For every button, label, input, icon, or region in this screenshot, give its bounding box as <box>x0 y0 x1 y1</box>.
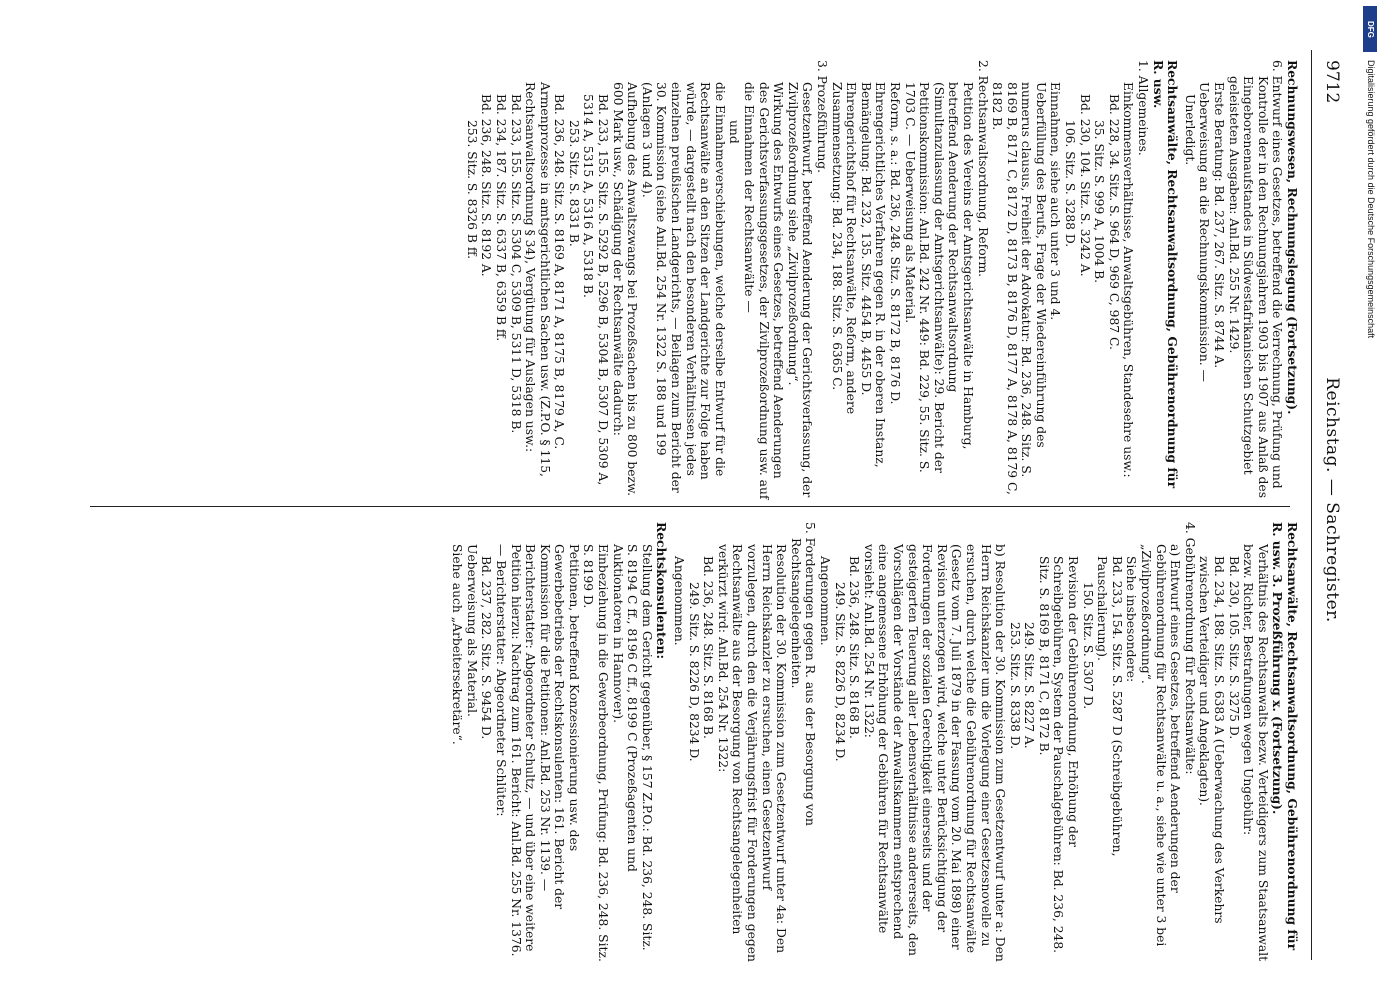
register-entry: 253. Sitz. S. 8338 D. <box>1007 622 1022 750</box>
register-entry: 253. Sitz. S. 8331 B. <box>566 120 581 247</box>
register-entry: Verhältnis des Rechtsanwalts bezw. Verteidigers zum Staatsanwalt bezw. Richter, Bestrafungen wegen Ungebühr: <box>1241 544 1270 962</box>
register-entry: Bd. 236, 248. Sitz. S. 8168 B. <box>847 556 862 739</box>
register-entry: 4. Gebührenordnung für Rechtsanwälte: <box>1182 522 1197 775</box>
register-entry: Ehrengerichtliches Verfahren gegen R. in der oberen Instanz, Bemängelung: Bd. 232, 135. Sitz. 4454 B, 4455 D. <box>858 82 888 468</box>
register-entry: Bd. 236, 248. Sitz. S. 8168 B. <box>701 556 716 739</box>
rotated-register-page <box>10 20 1350 980</box>
register-entry: Resolution der 30. Kommission zum Gesetzentwurf unter 4a: Den Herrn Reichskanzler zu ersuchen, einen Gesetzentwurf vorzulegen, durch den die Verjährungsfrist für Forderungen gegen Rechtsanwälte aus der Besorgung von Rechtsangelegenheiten verkürzt wird: Anl.Bd. 254 Nr. 1322: <box>715 544 789 962</box>
watermark-text: Digitalisierung gefördert durch die Deutsche Forschungsgemeinschaft <box>1366 60 1376 339</box>
register-entry: Angenommen. <box>818 556 832 646</box>
register-entry: Ueberfüllung des Berufs, Frage der Wiedereinführung des numerus clausus, Freiheit der Advokatur: Bd. 236, 248. Sitz. S. 8169 B, 8171 C, 8172 D, 8173 B, 8176 D, 8177 A, 8178 A, 8179 C, 8182 B. <box>990 82 1048 495</box>
register-entry: Armenprozesse in amtsgerichtlichen Sachen usw. (Z.P.O. § 115, Rechtsanwaltsordnung § 34), Vergütung für Auslagen usw.: <box>523 82 552 477</box>
register-entry: Bd. 230, 104. Sitz. S. 3242 A. <box>1077 94 1092 277</box>
register-entry: Gesetzentwurf, betreffend Aenderung der Gerichtsverfassung, der Zivilprozeßordnung siehe „Zivilprozeßordnung“. <box>785 82 815 498</box>
register-entry: Unerledigt. <box>1182 94 1197 166</box>
register-entry: a) Entwurf eines Gesetzes, betreffend Aenderungen der Gebührenordnung für Rechtsanwälte u. a., siehe wie unter 3 bei „Zivilprozeßordnung“. <box>1139 544 1183 947</box>
dfg-logo <box>1363 6 1377 52</box>
register-entry: 35. Sitz. S. 999 A, 1004 B. <box>1092 120 1107 284</box>
register-entry: Einnahmen, siehe auch unter 3 und 4. <box>1048 82 1063 321</box>
register-entry: Bd. 233, 154. Sitz. S. 5287 D (Schreibgebühren, Pauschalierung). <box>1095 556 1124 857</box>
register-entry: Stellung dem Gericht gegenüber, § 157 Z.P.O.: Bd. 236, 248. Sitz. S. 8194 C ff., 8196 C ff., 8199 C (Prozeßagenten und Auktionatoren in Hannover). <box>610 544 654 951</box>
register-entry: Bd. 236, 248. Sitz. S. 8192 A. <box>479 94 494 277</box>
register-entry: 249. Sitz. S. 8226 D, 8234 D. <box>832 582 847 762</box>
running-title: Reichstag. — Sachregister. <box>1322 377 1342 623</box>
register-entry: Revision der Gebührenordnung, Erhöhung der Schreibgebühren, System der Pauschalgebühren: Bd. 236, 248. Sitz. S. 8169 B, 8171 C, 8172 B. <box>1036 556 1081 954</box>
register-entry: Einkommensverhältnisse, Anwaltsgebühren, Standesehre usw.: <box>1121 82 1136 478</box>
register-entry: 5. Forderungen gegen R. aus der Besorgung von Rechtsangelegenheiten. <box>788 522 818 826</box>
register-entry: 6. Entwurf eines Gesetzes, betreffend die Verrechnung, Prüfung und Kontrolle der in den Rechnungsjahren 1903 bis 1907 aus Anlaß des Eingeborenenaufstandes in Südwestafrikanischen Schutzgebiet geleisteten Ausgaben: Anl.Bd. 255 Nr. 1429. <box>1226 60 1285 499</box>
register-entry: 150. Sitz. S. 5307 D. <box>1080 582 1095 710</box>
register-entry: Wirkung des Entwurfs eines Gesetzes, betreffend Aenderungen des Gerichtsverfassungsgesetzes, der Zivilprozeßordnung usw. auf die Einnahmen der Rechtsanwälte — <box>742 82 786 500</box>
register-entry: 1. Allgemeines. <box>1136 60 1151 156</box>
register-entry: Siehe insbesondere: <box>1124 556 1139 683</box>
register-entry: Aufhebung des Anwaltszwangs bei Prozeßsachen bis zu 800 bezw. 600 Mark usw., Schädigung der Rechtsanwälte dadurch: <box>610 82 640 496</box>
left-column <box>464 60 1302 500</box>
register-entry: Petition des Vereins der Amtsgerichtsanwälte in Hamburg, betreffend Aenderung der Rechtsanwaltsordnung (Simultanzulassung der Amtsgerichtsanwälte): 29. Bericht der Petitionskommission: Anl.Bd. 242 Nr. 449: Bd. 229, 55. Sitz. S. 1703 C. — Ueberweisung als Material. <box>902 82 975 473</box>
register-heading: Rechtsanwälte, Rechtsanwaltsordnung, Gebührenordnung für R. usw. 3. Prozeßführung x. (Fortsetzung). <box>1270 522 1300 951</box>
register-entry: die Einnahmeverschiebungen, welche derselbe Entwurf für die Rechtsanwälte an den Sitzen der Landgerichte zur Folge haben würde, — dargestellt nach den besonderen Verhältnissen jedes einzelnen preußischen Landgerichts, — Beilagen zum Bericht der 30. Kommission (siehe Anl.Bd. 254 Nr. 1322 S. 188 und 199 (Anlagen 3 und 4). <box>639 82 727 493</box>
register-entry: Bd. 230, 105. Sitz. S. 3275 D. <box>1226 556 1241 740</box>
register-entry: Reform, s. a.: Bd. 236, 248. Sitz. S. 8172 B, 8176 D. <box>887 82 902 405</box>
register-entry: Siehe auch „Arbeitersekretäre“. <box>450 544 465 745</box>
register-entry: Ehrengerichtshof für Rechtsanwälte, Reform, andere Zusammensetzung: Bd. 234, 188. Sitz. S. 6365 C. <box>829 82 859 415</box>
register-entry: Einbeziehung in die Gewerbeordnung, Prüfung: Bd. 236, 248. Sitz. S. 8199 D. <box>581 544 611 962</box>
register-entry: 2. Rechtsanwaltsordnung, Reform. <box>975 60 990 278</box>
page-header <box>1310 20 1350 980</box>
register-entry: Petition hierzu: Nachtrag zum 161. Bericht: Anl.Bd. 255 Nr. 1376. — Berichterstatter: Abgeordneter Schlüter: <box>493 544 523 957</box>
register-entry: 253. Sitz. S. 8326 B ff. <box>464 120 479 260</box>
dfg-logo-text: DFG <box>1366 20 1375 38</box>
register-entry: Bd. 233, 155. Sitz. S. 5292 B, 5296 B, 5304 B, 5307 D, 5309 A, 5314 A, 5315 A, 5316 A, 5318 B. <box>581 94 611 486</box>
register-entry: Bd. 236, 248. Sitz. S. 8169 A, 8171 A, 8175 B, 8179 A, C. <box>552 94 567 450</box>
right-column <box>450 522 1302 962</box>
register-entry: 3. Prozeßführung. <box>815 60 829 174</box>
register-heading: Rechtskonsulenten: <box>654 522 670 660</box>
register-entry: Bd. 233, 155. Sitz. S. 5304 C, 5309 B, 5311 D, 5318 B. <box>508 94 523 434</box>
register-heading: Rechnungswesen, Rechnungslegung (Fortsetzung). <box>1285 60 1300 415</box>
register-entry: Ueberweisung an die Rechnungskommission. — <box>1197 82 1212 382</box>
register-entry: und <box>727 120 742 144</box>
digitization-watermark <box>1361 0 1381 1000</box>
register-entry: Petitionen, betreffend Konzessionierung usw. des Gewerbebetriebs der Rechtskonsulenten: 161. Bericht der Kommission für die Petitionen: Anl.Bd. 253 Nr. 1139. — Berichterstatter: Abgeordneter Schultz, — und über eine weitere <box>523 544 581 952</box>
column-divider <box>90 506 1290 507</box>
register-heading: Rechtsanwälte, Rechtsanwaltsordnung, Gebührenordnung für R. usw. <box>1150 60 1181 489</box>
register-entry: Angenommen. <box>672 556 687 646</box>
page-number: 9712 <box>1322 60 1342 104</box>
register-entry: 249. Sitz. S. 8226 D, 8234 D. <box>686 582 701 762</box>
register-entry: Bd. 237, 282. Sitz. S. 9454 D. <box>479 556 494 740</box>
register-entry: Ueberweisung als Material. <box>464 544 479 717</box>
register-entry: 249. Sitz. S. 8227 A. <box>1022 622 1037 749</box>
register-entry: b) Resolution der 30. Kommission zum Gesetzentwurf unter a: Den Herrn Reichskanzler um die Vorlegung einer Gesetzesnovelle zu ersuchen, durch welche die Gebührenordnung für Rechtsanwälte (Gesetz vom 7. Juli 1879 in der Fassung vom 20. Mai 1898) einer Revision unterzogen wird, welche unter Berücksichtigung der Forderungen der sozialen Gerechtigkeit einerseits und der gesteigerten Teuerung aller Lebensverhältnisse andererseits, den Vorschlägen der Vorstände der Anwaltskammern entsprechend eine angemessene Erhöhung der Gebühren für Rechtsanwälte vorsieht: Anl.Bd. 254 Nr. 1322: <box>861 544 1008 962</box>
register-entry: Bd. 234, 188. Sitz. S. 6383 A (Ueberwachung des Verkehrs zwischen Verteidiger und Angeklagten). <box>1197 556 1227 924</box>
register-entry: 106. Sitz. S. 3288 D. <box>1063 120 1078 248</box>
header-rule <box>1311 50 1312 960</box>
register-entry: Erste Beratung: Bd. 237, 267. Sitz. S. 8744 A. <box>1212 82 1227 369</box>
register-entry: Bd. 228, 34. Sitz. S. 964 D, 969 C, 987 C. <box>1106 94 1121 350</box>
register-entry: Bd. 234, 187. Sitz. S. 6337 B, 6359 B ff. <box>493 94 508 342</box>
